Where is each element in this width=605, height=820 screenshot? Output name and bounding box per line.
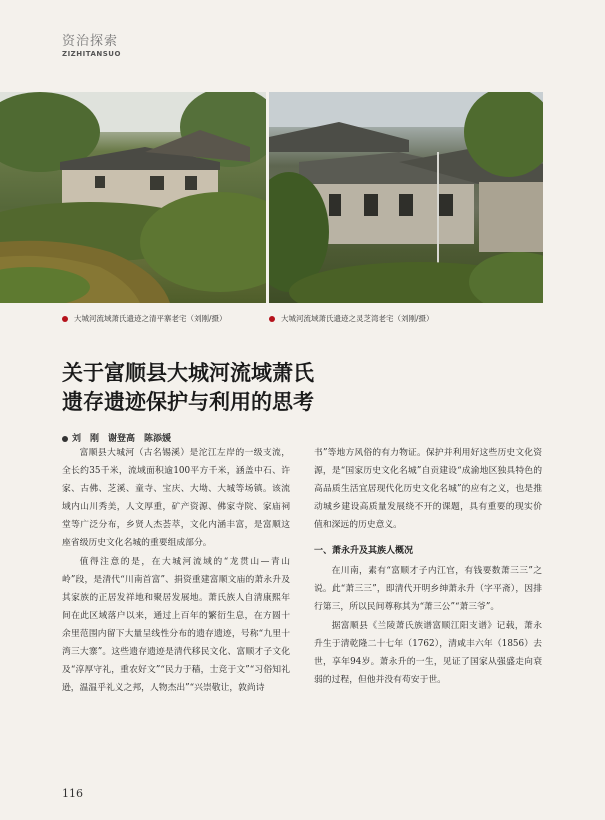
paragraph-xiao-sansan: 在川南，素有“富顺才子内江官，有钱要数萧三三”之说。此“萧三三”，即清代开明乡绅萧永升（字平斋），因排行第三，所以民间尊称其为“萧三公”“萧三爷”。 — [314, 566, 542, 612]
authors-text: 刘 刚 谢登高 陈添媛 — [72, 434, 172, 444]
article-title — [62, 358, 542, 416]
page-number: 116 — [62, 787, 83, 800]
photo-qingpingzhai-drawing — [0, 92, 266, 303]
article-title-line-1: 关于富顺县大城河流域萧氏 — [62, 360, 314, 385]
bullet-dot-icon — [269, 316, 275, 322]
photo-caption-left-text: 大城河流域萧氏遗迹之清平寨老宅（刘刚/摄） — [74, 314, 227, 323]
photo-caption-right-text: 大城河流域萧氏遗迹之灵芝湾老宅（刘刚/摄） — [281, 314, 434, 323]
author-bullet-icon — [62, 436, 68, 442]
paragraph-significance: 书”等地方风俗的有力物证。保护并利用好这些历史文化资源，是“国家历史文化名城”自贡建设“成渝地区独具特色的高品质生活宜居现代化历史文化名城”的应有之义，也是推动城乡建设高质量发展绕不开的课题，具有重要的现实价值和深远的历史意义。 — [314, 448, 542, 530]
photo-qingpingzhai-house — [0, 92, 266, 303]
bullet-dot-icon — [62, 316, 68, 322]
photo-lingzhiwan-drawing — [269, 92, 543, 303]
paragraph-genealogy: 据富顺县《兰陵萧氏族谱富顺江阳支谱》记载，萧永升生于清乾隆二十七年（1762），清咸丰六年（1856）去世，享年94岁。萧永升的一生，见证了国家从强盛走向衰弱的过程，但他并没有苟安于世。 — [314, 621, 542, 685]
paragraph-intro: 富顺县大城河（古名锡溪）是沱江左岸的一级支流，全长约35千米，流域面积逾100平方千米，涵盖中石、许家、古佛、芝溪、童寺、宝庆、大坳、大城等场镇。该流域内山川秀美，人文厚重，矿产资源、佛家寺院、家庙祠堂等广泛分布，乡贤人杰荟萃，文化内涵丰富，是富顺这座省级历史文化名城的重要组成部分。 — [62, 448, 290, 548]
photo-caption-right — [269, 313, 434, 324]
photo-lingzhiwan-house — [269, 92, 543, 303]
section-heading-1: 一、萧永升及其族人概况 — [314, 546, 414, 556]
photo-caption-left — [62, 313, 227, 324]
column-subtitle: ZIZHITANSUO — [62, 50, 121, 58]
column-header — [62, 30, 121, 58]
paragraph-xiao-family: 值得注意的是，在大城河流域的“龙贯山—青山岭”段，是清代“川南首富”、捐资重建富顺文庙的萧永升及其家族的正居发祥地和聚居发展地。萧氏族人自清康熙年间在此区域落户以来，通过上百年的繁衍生息，在方圆十余里范围内留下大量呈线性分布的遗存遗迹，号称“九里十湾三大寨”。这些遗存遗迹是清代移民文化、富顺才子文化及“淳厚守礼，重农好文”“民力于穑，士竞于文”“习俗知礼逊，温温乎礼义之邦，人物杰出”“兴崇敬让，敦尚诗 — [62, 557, 290, 693]
body-column-left — [62, 444, 290, 697]
column-title: 资治探索 — [62, 34, 119, 49]
article-authors — [62, 431, 171, 444]
article-title-line-2: 遗存遗迹保护与利用的思考 — [62, 389, 314, 414]
body-column-right — [314, 444, 542, 689]
